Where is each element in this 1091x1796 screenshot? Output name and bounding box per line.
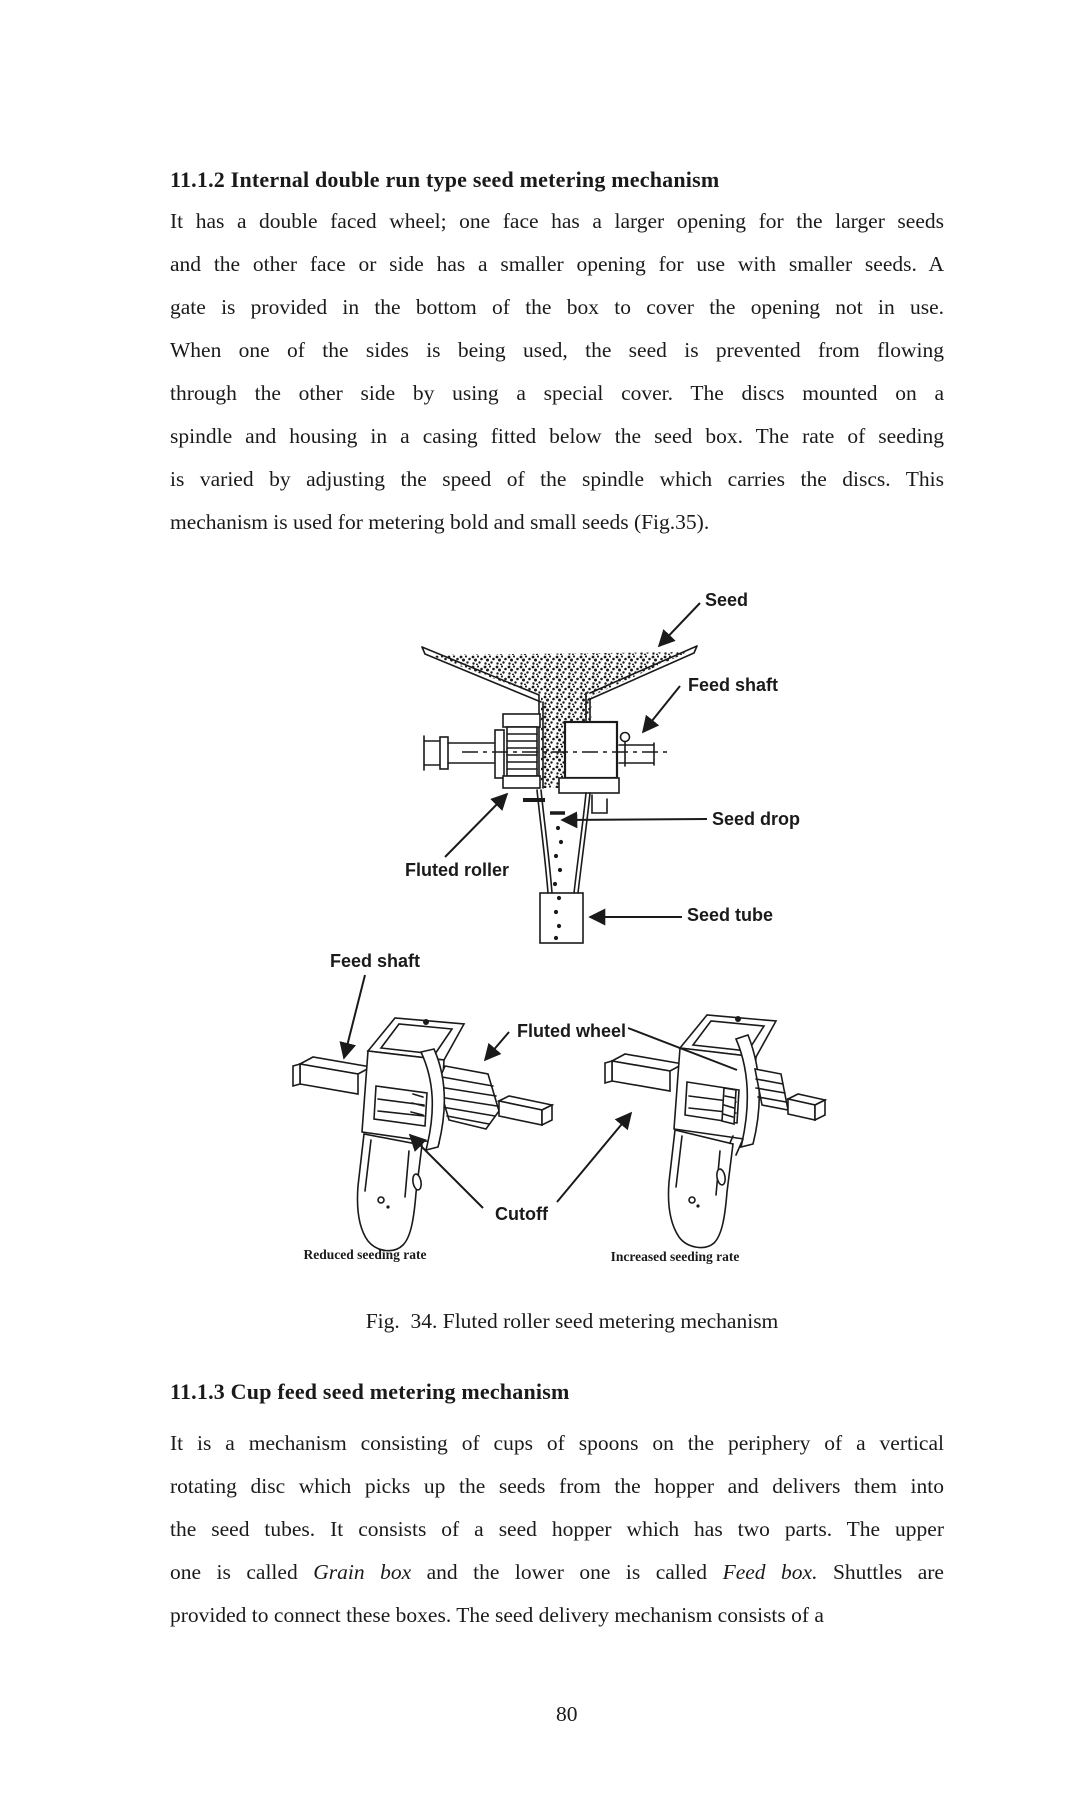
page-number: 80 — [556, 1702, 578, 1726]
text-line: the seed tubes. It consists of a seed hopper which has two parts. The upper — [170, 1517, 944, 1541]
figure-label-reduced-rate: Reduced seeding rate — [303, 1247, 427, 1262]
text-line: mechanism is used for metering bold and small seeds (Fig.35). — [170, 510, 710, 534]
figure-label-feed-shaft-top: Feed shaft — [688, 675, 779, 695]
figure-label-seed: Seed — [705, 590, 749, 610]
paragraph-11-1-2 — [170, 200, 944, 544]
fluted-wheel-arrow-left — [485, 1032, 509, 1060]
box-front-cutout — [374, 1086, 427, 1126]
text-line: gate is provided in the bottom of the box to cover the opening not in use. — [170, 295, 944, 319]
text-line: one is called Grain box and the lower one is called Feed box. Shuttles are — [170, 1560, 944, 1584]
left-shaft-cap — [440, 737, 448, 769]
roller-flange — [495, 730, 504, 778]
seed-tube-shape — [540, 893, 583, 943]
section-heading-11-1-2: 11.1.2 Internal double run type seed metering mechanism — [170, 167, 720, 192]
seed-arrow — [659, 603, 700, 646]
boot-spout — [357, 1134, 422, 1251]
cutoff-arrow-left — [410, 1135, 483, 1208]
figure-label-cutoff: Cutoff — [495, 1204, 548, 1224]
figure-34-diagram — [255, 555, 835, 1267]
figure-label-fluted-roller: Fluted roller — [405, 860, 510, 880]
cutoff-arrow-right — [557, 1113, 631, 1202]
fluted-roller-cap-top — [503, 714, 540, 727]
shaft-pin — [621, 733, 630, 742]
feed-shaft-top-arrow — [643, 686, 680, 732]
boot-spout — [668, 1130, 733, 1248]
bearing-box — [565, 722, 617, 778]
text-line: is varied by adjusting the speed of the spindle which carries the discs. This — [170, 467, 944, 491]
figure-label-increased-rate: Increased seeding rate — [610, 1249, 740, 1264]
text-line: spindle and housing in a casing fitted below the seed box. The rate of seeding — [170, 424, 944, 448]
figure-label-fluted-wheel: Fluted wheel — [517, 1021, 627, 1041]
section-heading-11-1-3: 11.1.3 Cup feed seed metering mechanism — [170, 1379, 570, 1404]
fluted-roller-arrow — [445, 794, 507, 857]
text-line: through the other side by using a special cover. The discs mounted on a — [170, 381, 944, 405]
figure-caption: Fig. 34. Fluted roller seed metering mechanism — [365, 1309, 779, 1333]
figure-label-seed-drop: Seed drop — [712, 809, 801, 829]
seed-drop-arrow — [562, 819, 707, 820]
paragraph-11-1-3 — [170, 1422, 944, 1637]
figure-label-seed-tube: Seed tube — [687, 905, 774, 925]
shaft-bar-end — [293, 1064, 300, 1086]
feed-shaft-bottom-arrow — [344, 975, 365, 1058]
left-shaft-fork — [424, 736, 440, 770]
text-line: It is a mechanism consisting of cups of spoons on the periphery of a vertical — [170, 1431, 944, 1455]
figure-label-feed-shaft-bottom: Feed shaft — [330, 951, 421, 971]
bearing-box-flange — [559, 778, 619, 793]
gear-sliver — [755, 1069, 788, 1110]
text-line: It has a double faced wheel; one face has a larger opening for the larger seeds — [170, 209, 944, 233]
rim-hole — [735, 1016, 741, 1022]
bracket — [592, 795, 607, 813]
fluted-roller-cross-section — [422, 646, 697, 943]
text-line: rotating disc which picks up the seeds from the hopper and delivers them into — [170, 1474, 944, 1498]
tube-walls — [537, 790, 590, 893]
text-line: When one of the sides is being used, the seed is prevented from flowing — [170, 338, 944, 362]
text-line: provided to connect these boxes. The seed delivery mechanism consists of a — [170, 1603, 824, 1627]
text-line: and the other face or side has a smaller opening for use with smaller seeds. A — [170, 252, 944, 276]
fluted-roller-cap-bottom — [503, 776, 540, 788]
assembly-increased-rate — [605, 1015, 825, 1248]
rim-hole — [423, 1019, 429, 1025]
